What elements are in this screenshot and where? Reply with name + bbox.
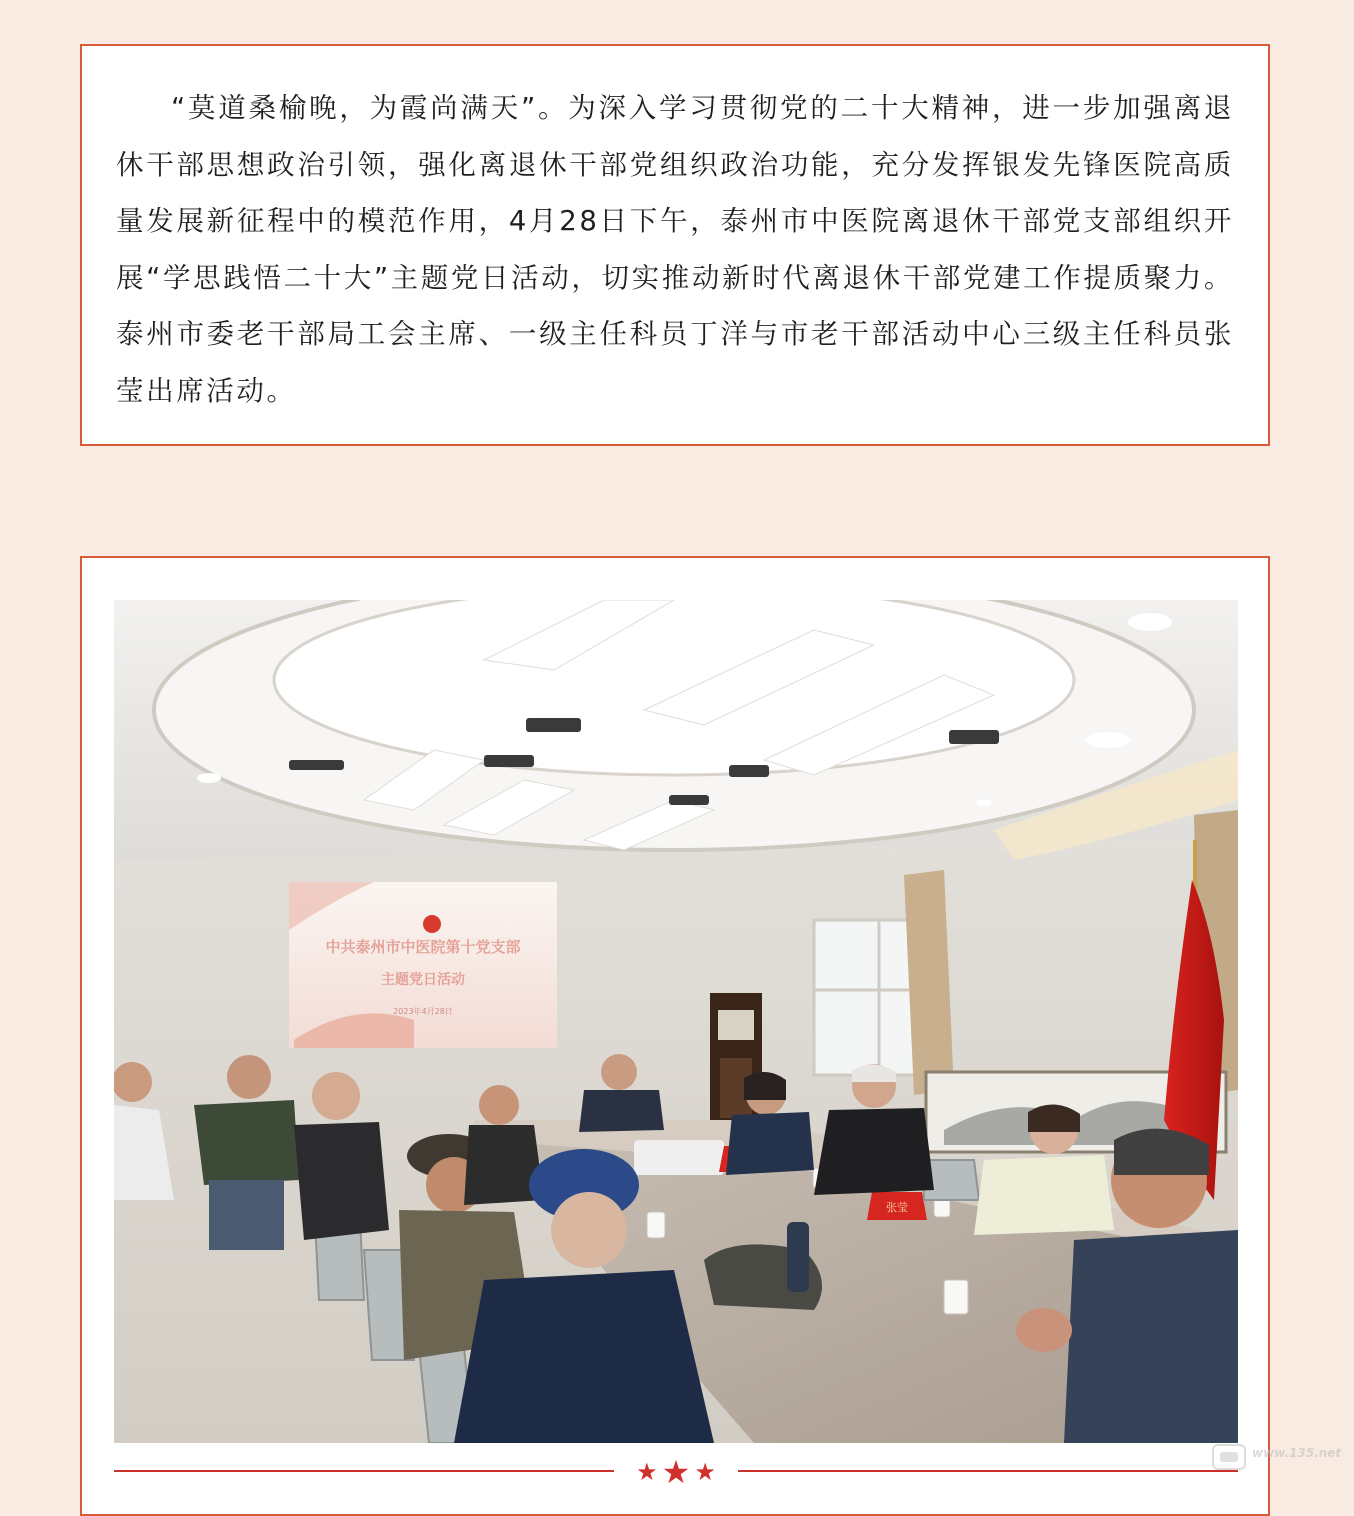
watermark [1212,1440,1348,1476]
meeting-photo [114,600,1238,1443]
star-icon: ★ [661,1452,691,1491]
star-divider [114,1452,1238,1491]
intro-paragraph: “莫道桑榆晚，为霞尚满天”。为深入学习贯彻党的二十大精神，进一步加强离退休干部思想政治引领，强化离退休干部党组织政治功能，充分发挥银发先锋医院高质量发展新征程中的模范作用，4月28日下午，泰州市中医院离退休干部党支部组织开展“学思践悟二十大”主题党日活动，切实推动新时代离退休干部党建工作提质聚力。泰州市委老干部局工会主席、一级主任科员丁洋与市老干部活动中心三级主任科员张莹出席活动。 [116,92,1234,407]
nameplate-2: 张莹 [886,1201,908,1214]
intro-text-card [80,44,1270,446]
divider-stars [626,1452,726,1491]
watermark-logo-icon [1212,1444,1246,1470]
star-icon: ★ [636,1457,658,1486]
divider-line-right [738,1470,1238,1472]
divider-line-left [114,1470,614,1472]
photo-card [80,556,1270,1516]
screen-subtitle: 主题党日活动 [381,972,465,988]
watermark-text: www.135.net [1252,1446,1342,1460]
star-icon: ★ [694,1457,716,1486]
screen-date: 2023年4月28日 [393,1007,453,1016]
screen-title: 中共泰州市中医院第十党支部 [325,938,521,956]
